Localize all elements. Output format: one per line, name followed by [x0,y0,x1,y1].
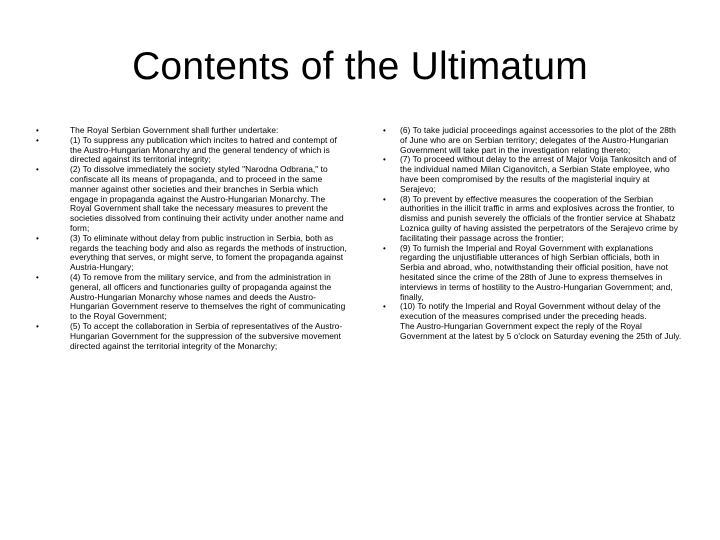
list-item [383,155,683,194]
list-item [36,273,348,322]
slide-title: Contents of the Ultimatum [132,45,588,88]
bullet-icon: • [36,135,39,145]
demand-4: (4) To remove from the military service, and from the administration in general, all officers and functionaries guilty of propaganda against the Austro-Hungarian Monarchy whose names and deeds the Austro-Hungarian Government reserve to themselves the right of communicating to the Royal Government; [70,271,346,322]
list-item [383,195,683,244]
list-item [383,244,683,303]
demand-1: (1) To suppress any publication which incites to hatred and contempt of the Austro-Hungarian Monarchy and the general tendency of which is directed against its territorial integrity; [70,134,337,165]
bullet-icon: • [383,302,386,312]
bullet-icon: • [383,243,386,253]
right-bullet-list [383,126,683,322]
demand-10: (10) To notify the Imperial and Royal Government without delay of the execution of the measures comprised under the preceding heads. [400,301,661,322]
bullet-icon: • [36,233,39,243]
list-item [36,234,348,273]
demand-3: (3) To eliminate without delay from public instruction in Serbia, both as regards the teaching body and also as regards the methods of instruction, everything that serves, or might serve, to foment the propaganda against Austria-Hungary; [70,232,347,273]
list-item [36,322,348,351]
bullet-icon: • [383,126,386,135]
bullet-icon: • [36,321,39,331]
demand-7: (7) To proceed without delay to the arrest of Major Voija Tankositch and of the individual named Milan Ciganovitch, a Serbian State employee, who have been compromised by the results of the magisterial inquiry at Serajevo; [400,154,677,194]
left-bullet-list [36,126,348,351]
bullet-icon: • [383,194,386,204]
demand-9: (9) To furnish the Imperial and Royal Government with explanations regarding the unjustifiable utterances of high Serbian officials, both in Serbia and abroad, who, notwithstanding their official position, have not hesitated since the crime of the 28th of June to express themselves in interviews in terms of hostility to the Austro-Hungarian Government; and, finally, [400,242,673,302]
bullet-icon: • [36,165,39,175]
right-column [383,126,683,342]
bullet-icon: • [36,272,39,282]
list-item [383,302,683,322]
list-item [36,165,348,234]
demand-2: (2) To dissolve immediately the society styled "Narodna Odbrana," to confiscate all its means of propaganda, and to proceed in the same manner against other societies and their branches in Serbia which engage in propaganda against the Austro-Hungarian Monarchy. The Royal Government shall take the necessary measures to prevent the societies dissolved from continuing their activity under another name and form; [70,164,344,233]
demand-5: (5) To accept the collaboration in Serbia of representatives of the Austro-Hungarian Government for the suppression of the subversive movement directed against the territorial integrity of the Monarchy; [70,320,343,351]
list-item [36,136,348,165]
demand-6: (6) To take judicial proceedings against accessories to the plot of the 28th of June who are on Serbian territory; delegates of the Austro-Hungarian Government will take part in the investigation relating thereto; [400,125,676,155]
demand-8: (8) To prevent by effective measures the cooperation of the Serbian authorities in the illicit traffic in arms and explosives across the frontier, to dismiss and punish severely the officials of the frontier service at Shabatz Loznica guilty of having assisted the perpetrators of the Serajevo crime by facilitating their passage across the frontier; [400,193,678,243]
bullet-icon: • [383,155,386,165]
bullet-icon: • [36,126,39,135]
ultimatum-deadline: The Austro-Hungarian Government expect the reply of the Royal Government at the latest by 5 o'clock on Saturday evening the 25th of July. [400,320,682,341]
left-column [36,126,348,351]
undertake-intro: The Royal Serbian Government shall further undertake: [70,125,279,135]
list-item [383,126,683,155]
